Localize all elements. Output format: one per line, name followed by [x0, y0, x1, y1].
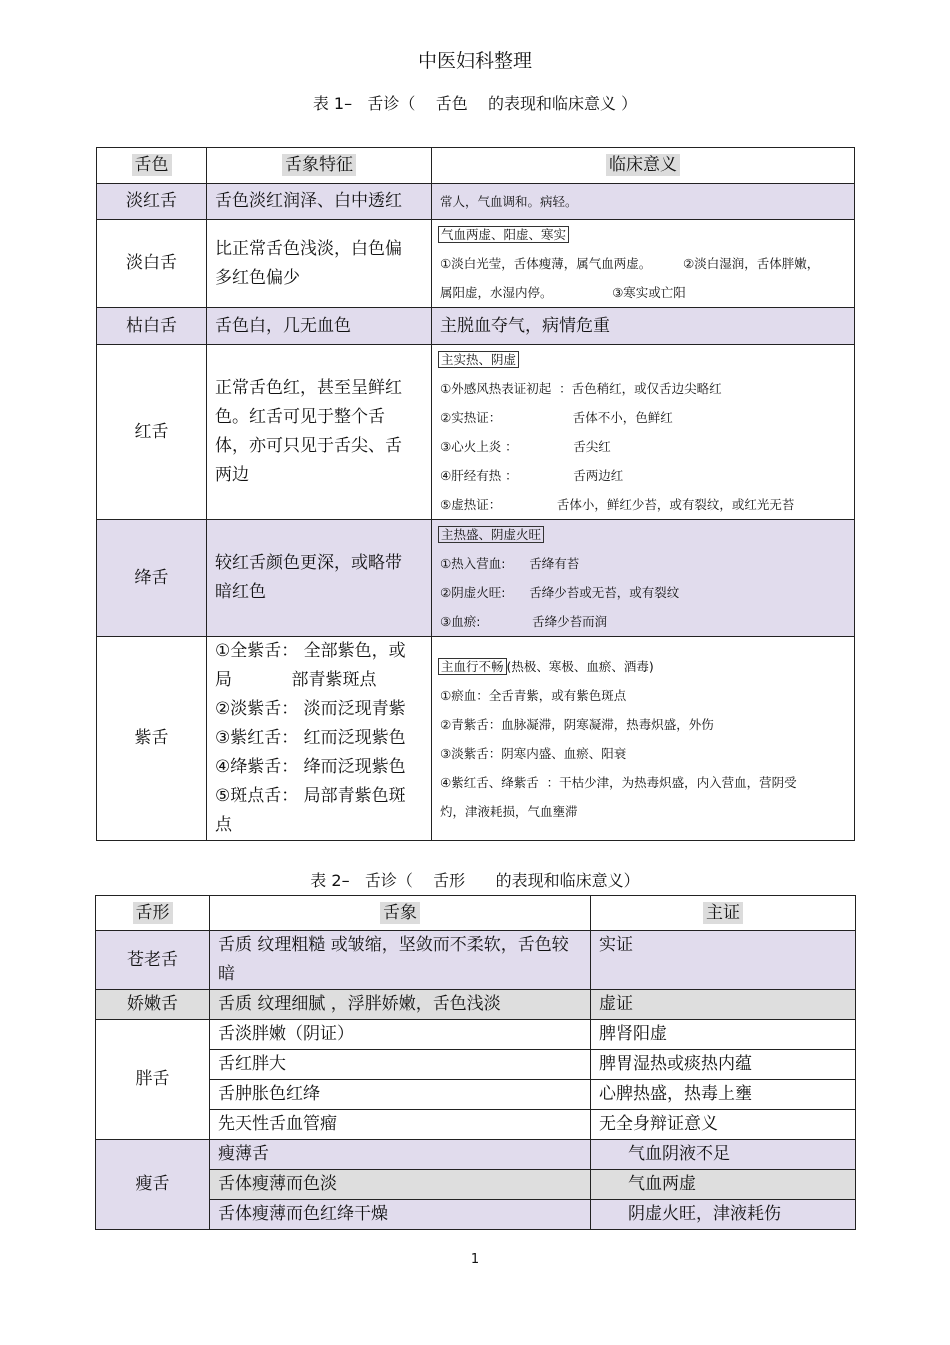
page-number: 1: [470, 1252, 480, 1267]
syndrome-cell: 虚证: [591, 990, 856, 1020]
table-row: [97, 184, 855, 220]
feature-cell: 舌色淡红润泽、白中透红: [207, 184, 432, 220]
sign-cell: 瘦薄舌: [210, 1140, 591, 1170]
feature-cell: 舌色白，几无血色: [207, 308, 432, 345]
table2-header-sign: 舌象: [210, 896, 591, 931]
syndrome-cell: 气血阴液不足: [591, 1140, 856, 1170]
table-row: [96, 1110, 856, 1140]
table-row: [97, 220, 855, 308]
meaning-cell: 主热盛、阴虚火旺 ①热入营血: 舌绛有苔 ②阴虚火旺: 舌绛少苔或无苔，或有裂纹 ③血瘀: 舌绛少苔而润: [432, 520, 855, 637]
sign-cell: 舌体瘦薄而色红绛干燥: [210, 1200, 591, 1230]
summary-box: 主血行不畅: [438, 658, 507, 675]
table-row: [96, 990, 856, 1020]
tongue-color-cell: 红舌: [97, 345, 207, 520]
table-row: [97, 520, 855, 637]
sign-cell: 舌质 纹理粗糙 或皱缩，坚敛而不柔软，舌色较暗: [210, 931, 591, 990]
meaning-cell: 主脱血夺气，病情危重: [432, 308, 855, 345]
document-title: 中医妇科整理: [417, 50, 532, 72]
table2-header-shape: 舌形: [96, 896, 210, 931]
sign-cell: 舌体瘦薄而色淡: [210, 1170, 591, 1200]
table-row: [97, 637, 855, 841]
table-row: [96, 1080, 856, 1110]
table1-tongue-color: [96, 147, 855, 841]
table-row: [96, 1140, 856, 1170]
table-row: [97, 308, 855, 345]
summary-box: 主实热、阴虚: [438, 351, 519, 368]
table2-tongue-shape: [95, 895, 856, 1230]
feature-cell: 较红舌颜色更深，或略带 暗红色: [207, 520, 432, 637]
syndrome-cell: 脾胃湿热或痰热内蕴: [591, 1050, 856, 1080]
tongue-shape-cell: 娇嫩舌: [96, 990, 210, 1020]
table1-header-row: [97, 148, 855, 184]
table-row: [96, 1170, 856, 1200]
sign-cell: 舌红胖大: [210, 1050, 591, 1080]
table-row: [96, 1200, 856, 1230]
syndrome-cell: 阴虚火旺，津液耗伤: [591, 1200, 856, 1230]
meaning-cell: 气血两虚、阳虚、寒实 ①淡白光莹，舌体瘦薄，属气血两虚。 ②淡白湿润，舌体胖嫩， 属阳虚，水湿内停。 ③寒实或亡阳: [432, 220, 855, 308]
sign-cell: 舌质 纹理细腻 ，浮胖娇嫩，舌色浅淡: [210, 990, 591, 1020]
tongue-shape-cell: 胖舌: [96, 1020, 210, 1140]
sign-cell: 先天性舌血管瘤: [210, 1110, 591, 1140]
syndrome-cell: 实证: [591, 931, 856, 990]
tongue-color-cell: 紫舌: [97, 637, 207, 841]
feature-cell: ①全紫舌： 全部紫色，或 局 部青紫斑点 ②淡紫舌： 淡而泛现青紫 ③紫红舌： 红而泛现紫色 ④绛紫舌： 绛而泛现紫色 ⑤斑点舌： 局部青紫色斑 点: [207, 637, 432, 841]
syndrome-cell: 脾肾阳虚: [591, 1020, 856, 1050]
table1-header-feature: 舌象特征: [207, 148, 432, 184]
tongue-color-cell: 淡白舌: [97, 220, 207, 308]
summary-box: 主热盛、阴虚火旺: [438, 526, 544, 543]
sign-cell: 舌肿胀色红绛: [210, 1080, 591, 1110]
summary-box: 气血两虚、阳虚、寒实: [438, 226, 569, 243]
table2-header-syndrome: 主证: [591, 896, 856, 931]
table-row: [97, 345, 855, 520]
syndrome-cell: 无全身辩证意义: [591, 1110, 856, 1140]
tongue-color-cell: 枯白舌: [97, 308, 207, 345]
table1-header-color: 舌色: [97, 148, 207, 184]
syndrome-cell: 心脾热盛，热毒上壅: [591, 1080, 856, 1110]
meaning-cell: 常人，气血调和。病轻。: [432, 184, 855, 220]
table-row: [96, 1050, 856, 1080]
table2-caption: 表 2– 舌诊（ 舌形 的表现和临床意义）: [310, 871, 640, 890]
sign-cell: 舌淡胖嫩（阴证）: [210, 1020, 591, 1050]
meaning-cell: 主实热、阴虚 ①外感风热表证初起 ：舌色稍红，或仅舌边尖略红 ②实热证： 舌体不小，色鲜红 ③心火上炎 ： 舌尖红 ④肝经有热 ： 舌两边红 ⑤虚热证： 舌体小，鲜红少苔，或有裂纹，或红光无苔: [432, 345, 855, 520]
table1-header-meaning: 临床意义: [432, 148, 855, 184]
feature-cell: 比正常舌色浅淡，白色偏 多红色偏少: [207, 220, 432, 308]
table1-caption: 表 1– 舌诊（ 舌色 的表现和临床意义 ）: [312, 94, 638, 113]
meaning-cell: 主血行不畅 (热极、寒极、血瘀、酒毒) ①瘀血：全舌青紫，或有紫色斑点 ②青紫舌：血脉凝滞，阴寒凝滞，热毒炽盛，外伤 ③淡紫舌：阴寒内盛、血瘀、阳衰 ④紫红舌、绛紫舌 ：干枯少津，为热毒炽盛，内入营血，营阴受 灼，津液耗损，气血壅滞: [432, 637, 855, 841]
table2-header-row: [96, 896, 856, 931]
syndrome-cell: 气血两虚: [591, 1170, 856, 1200]
tongue-shape-cell: 苍老舌: [96, 931, 210, 990]
tongue-shape-cell: 瘦舌: [96, 1140, 210, 1230]
tongue-color-cell: 绛舌: [97, 520, 207, 637]
feature-cell: 正常舌色红，甚至呈鲜红 色。红舌可见于整个舌 体，亦可只见于舌尖、舌 两边: [207, 345, 432, 520]
table-row: [96, 1020, 856, 1050]
tongue-color-cell: 淡红舌: [97, 184, 207, 220]
table-row: [96, 931, 856, 990]
